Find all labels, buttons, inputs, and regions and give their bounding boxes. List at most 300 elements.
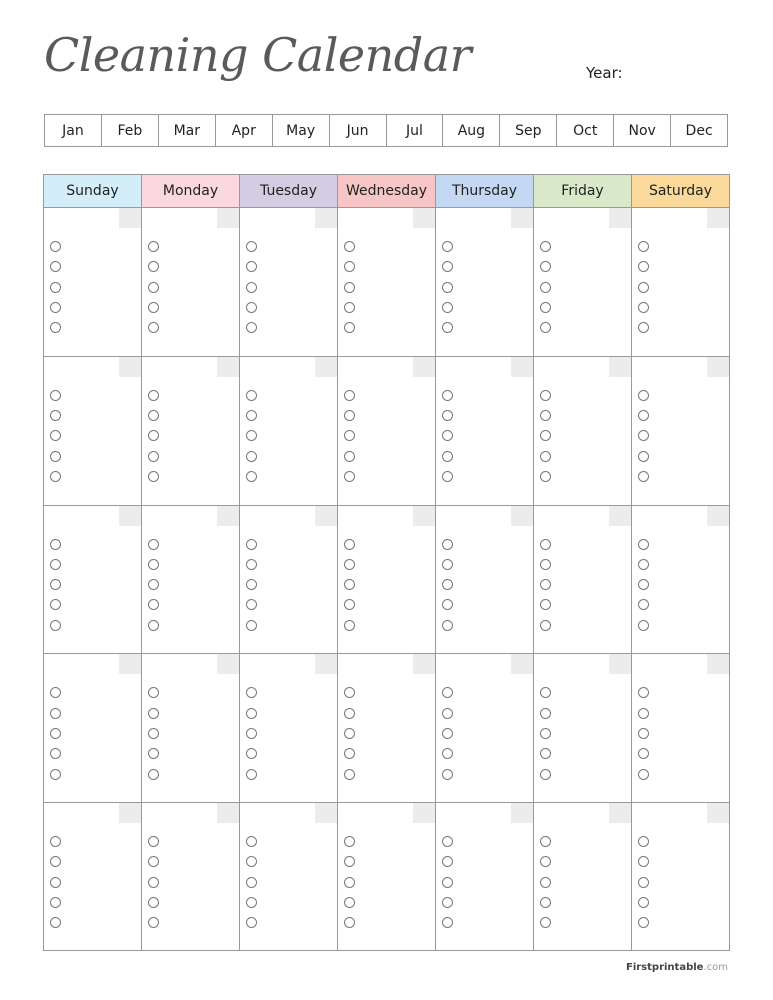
checklist xyxy=(638,687,649,779)
date-box[interactable] xyxy=(119,357,141,377)
task-checkbox[interactable] xyxy=(344,708,355,719)
date-box[interactable] xyxy=(707,357,729,377)
task-checkbox[interactable] xyxy=(442,856,453,867)
task-checkbox[interactable] xyxy=(50,728,61,739)
task-checkbox[interactable] xyxy=(638,261,649,272)
task-checkbox[interactable] xyxy=(246,856,257,867)
weeks-container xyxy=(44,208,729,951)
task-checkbox[interactable] xyxy=(50,559,61,570)
task-checkbox[interactable] xyxy=(50,877,61,888)
month-apr[interactable]: Apr xyxy=(216,115,273,146)
task-checkbox[interactable] xyxy=(540,836,551,847)
checklist xyxy=(148,539,159,631)
task-checkbox[interactable] xyxy=(638,917,649,928)
day-cell xyxy=(534,357,632,505)
day-cell xyxy=(240,803,338,951)
date-box[interactable] xyxy=(315,208,337,228)
task-checkbox[interactable] xyxy=(344,917,355,928)
date-box[interactable] xyxy=(217,506,239,526)
day-cell xyxy=(436,506,534,654)
date-box[interactable] xyxy=(119,803,141,823)
checklist xyxy=(638,539,649,631)
task-checkbox[interactable] xyxy=(344,620,355,631)
task-checkbox[interactable] xyxy=(540,748,551,759)
date-box[interactable] xyxy=(413,654,435,674)
week-row xyxy=(44,803,729,951)
month-nov[interactable]: Nov xyxy=(614,115,671,146)
task-checkbox[interactable] xyxy=(344,748,355,759)
task-checkbox[interactable] xyxy=(638,390,649,401)
task-checkbox[interactable] xyxy=(638,322,649,333)
date-box[interactable] xyxy=(511,654,533,674)
task-checkbox[interactable] xyxy=(638,539,649,550)
task-checkbox[interactable] xyxy=(540,917,551,928)
task-checkbox[interactable] xyxy=(638,687,649,698)
day-cell xyxy=(142,654,240,802)
task-checkbox[interactable] xyxy=(148,241,159,252)
task-checkbox[interactable] xyxy=(246,748,257,759)
task-checkbox[interactable] xyxy=(148,836,159,847)
day-header-wednesday: Wednesday xyxy=(338,175,436,207)
checklist xyxy=(246,539,257,631)
task-checkbox[interactable] xyxy=(50,708,61,719)
date-box[interactable] xyxy=(119,506,141,526)
task-checkbox[interactable] xyxy=(344,687,355,698)
checklist xyxy=(50,390,61,482)
task-checkbox[interactable] xyxy=(50,241,61,252)
date-box[interactable] xyxy=(707,208,729,228)
date-box[interactable] xyxy=(315,506,337,526)
task-checkbox[interactable] xyxy=(50,539,61,550)
date-box[interactable] xyxy=(511,506,533,526)
task-checkbox[interactable] xyxy=(442,282,453,293)
date-box[interactable] xyxy=(119,654,141,674)
task-checkbox[interactable] xyxy=(246,620,257,631)
task-checkbox[interactable] xyxy=(638,728,649,739)
task-checkbox[interactable] xyxy=(442,917,453,928)
day-cell xyxy=(338,803,436,951)
task-checkbox[interactable] xyxy=(638,579,649,590)
date-box[interactable] xyxy=(413,506,435,526)
task-checkbox[interactable] xyxy=(246,836,257,847)
task-checkbox[interactable] xyxy=(50,856,61,867)
task-checkbox[interactable] xyxy=(540,599,551,610)
checklist xyxy=(638,836,649,928)
task-checkbox[interactable] xyxy=(50,769,61,780)
checklist xyxy=(442,836,453,928)
task-checkbox[interactable] xyxy=(540,897,551,908)
task-checkbox[interactable] xyxy=(442,769,453,780)
task-checkbox[interactable] xyxy=(50,897,61,908)
task-checkbox[interactable] xyxy=(540,620,551,631)
checklist xyxy=(148,390,159,482)
footer-brand-name: Firstprintable xyxy=(625,962,704,973)
day-cell xyxy=(338,357,436,505)
task-checkbox[interactable] xyxy=(50,599,61,610)
date-box[interactable] xyxy=(217,803,239,823)
task-checkbox[interactable] xyxy=(148,728,159,739)
day-cell xyxy=(632,506,729,654)
task-checkbox[interactable] xyxy=(148,897,159,908)
task-checkbox[interactable] xyxy=(344,836,355,847)
task-checkbox[interactable] xyxy=(638,897,649,908)
day-cell xyxy=(44,803,142,951)
task-checkbox[interactable] xyxy=(638,748,649,759)
task-checkbox[interactable] xyxy=(442,708,453,719)
task-checkbox[interactable] xyxy=(540,579,551,590)
task-checkbox[interactable] xyxy=(442,471,453,482)
checklist xyxy=(540,836,551,928)
date-box[interactable] xyxy=(609,208,631,228)
date-box[interactable] xyxy=(119,208,141,228)
day-cell xyxy=(240,506,338,654)
task-checkbox[interactable] xyxy=(442,322,453,333)
date-box[interactable] xyxy=(609,357,631,377)
task-checkbox[interactable] xyxy=(344,302,355,313)
task-checkbox[interactable] xyxy=(246,261,257,272)
month-feb[interactable]: Feb xyxy=(102,115,159,146)
task-checkbox[interactable] xyxy=(246,410,257,421)
checklist xyxy=(344,687,355,779)
task-checkbox[interactable] xyxy=(442,430,453,441)
checklist xyxy=(344,241,355,333)
checklist xyxy=(442,539,453,631)
task-checkbox[interactable] xyxy=(148,877,159,888)
date-box[interactable] xyxy=(511,803,533,823)
task-checkbox[interactable] xyxy=(638,836,649,847)
day-header-saturday: Saturday xyxy=(632,175,729,207)
checklist xyxy=(344,539,355,631)
date-box[interactable] xyxy=(413,357,435,377)
day-cell xyxy=(240,357,338,505)
task-checkbox[interactable] xyxy=(246,302,257,313)
task-checkbox[interactable] xyxy=(344,430,355,441)
task-checkbox[interactable] xyxy=(540,282,551,293)
task-checkbox[interactable] xyxy=(246,430,257,441)
day-cell xyxy=(44,654,142,802)
task-checkbox[interactable] xyxy=(344,856,355,867)
task-checkbox[interactable] xyxy=(442,836,453,847)
task-checkbox[interactable] xyxy=(148,769,159,780)
task-checkbox[interactable] xyxy=(148,559,159,570)
day-header-tuesday: Tuesday xyxy=(240,175,338,207)
weekday-header xyxy=(44,175,729,208)
task-checkbox[interactable] xyxy=(344,559,355,570)
task-checkbox[interactable] xyxy=(638,769,649,780)
task-checkbox[interactable] xyxy=(638,282,649,293)
task-checkbox[interactable] xyxy=(50,282,61,293)
date-box[interactable] xyxy=(315,357,337,377)
task-checkbox[interactable] xyxy=(442,302,453,313)
checklist xyxy=(246,390,257,482)
date-box[interactable] xyxy=(413,208,435,228)
task-checkbox[interactable] xyxy=(344,390,355,401)
task-checkbox[interactable] xyxy=(344,877,355,888)
checklist xyxy=(442,390,453,482)
month-selector xyxy=(44,114,728,147)
task-checkbox[interactable] xyxy=(50,322,61,333)
day-cell xyxy=(632,357,729,505)
task-checkbox[interactable] xyxy=(540,559,551,570)
task-checkbox[interactable] xyxy=(638,708,649,719)
day-cell xyxy=(436,803,534,951)
month-aug[interactable]: Aug xyxy=(443,115,500,146)
task-checkbox[interactable] xyxy=(540,302,551,313)
task-checkbox[interactable] xyxy=(246,917,257,928)
task-checkbox[interactable] xyxy=(442,451,453,462)
task-checkbox[interactable] xyxy=(50,261,61,272)
task-checkbox[interactable] xyxy=(246,769,257,780)
day-cell xyxy=(240,654,338,802)
day-cell xyxy=(632,208,729,356)
date-box[interactable] xyxy=(217,357,239,377)
task-checkbox[interactable] xyxy=(540,410,551,421)
task-checkbox[interactable] xyxy=(442,410,453,421)
task-checkbox[interactable] xyxy=(148,322,159,333)
task-checkbox[interactable] xyxy=(148,856,159,867)
task-checkbox[interactable] xyxy=(246,471,257,482)
task-checkbox[interactable] xyxy=(246,539,257,550)
checklist xyxy=(540,539,551,631)
task-checkbox[interactable] xyxy=(442,261,453,272)
task-checkbox[interactable] xyxy=(540,769,551,780)
checklist xyxy=(148,241,159,333)
day-cell xyxy=(240,208,338,356)
checklist xyxy=(638,390,649,482)
task-checkbox[interactable] xyxy=(540,728,551,739)
task-checkbox[interactable] xyxy=(344,728,355,739)
task-checkbox[interactable] xyxy=(246,559,257,570)
month-sep[interactable]: Sep xyxy=(500,115,557,146)
task-checkbox[interactable] xyxy=(442,748,453,759)
task-checkbox[interactable] xyxy=(246,728,257,739)
task-checkbox[interactable] xyxy=(638,302,649,313)
date-box[interactable] xyxy=(315,654,337,674)
task-checkbox[interactable] xyxy=(442,687,453,698)
task-checkbox[interactable] xyxy=(246,241,257,252)
task-checkbox[interactable] xyxy=(638,471,649,482)
checklist xyxy=(540,687,551,779)
task-checkbox[interactable] xyxy=(540,322,551,333)
day-cell xyxy=(142,357,240,505)
day-header-sunday: Sunday xyxy=(44,175,142,207)
task-checkbox[interactable] xyxy=(246,390,257,401)
task-checkbox[interactable] xyxy=(148,579,159,590)
task-checkbox[interactable] xyxy=(246,322,257,333)
date-box[interactable] xyxy=(609,506,631,526)
task-checkbox[interactable] xyxy=(344,322,355,333)
month-may[interactable]: May xyxy=(273,115,330,146)
task-checkbox[interactable] xyxy=(148,687,159,698)
day-cell xyxy=(44,506,142,654)
task-checkbox[interactable] xyxy=(344,471,355,482)
task-checkbox[interactable] xyxy=(50,620,61,631)
day-cell xyxy=(436,208,534,356)
date-box[interactable] xyxy=(217,208,239,228)
task-checkbox[interactable] xyxy=(344,599,355,610)
task-checkbox[interactable] xyxy=(540,390,551,401)
day-cell xyxy=(142,803,240,951)
task-checkbox[interactable] xyxy=(344,539,355,550)
task-checkbox[interactable] xyxy=(540,539,551,550)
month-mar[interactable]: Mar xyxy=(159,115,216,146)
task-checkbox[interactable] xyxy=(50,471,61,482)
day-cell xyxy=(632,803,729,951)
task-checkbox[interactable] xyxy=(442,241,453,252)
task-checkbox[interactable] xyxy=(344,410,355,421)
day-cell xyxy=(44,208,142,356)
task-checkbox[interactable] xyxy=(246,897,257,908)
footer-brand xyxy=(626,962,728,973)
calendar-grid xyxy=(43,174,730,951)
month-jul[interactable]: Jul xyxy=(387,115,444,146)
task-checkbox[interactable] xyxy=(442,728,453,739)
month-oct[interactable]: Oct xyxy=(557,115,614,146)
task-checkbox[interactable] xyxy=(638,620,649,631)
task-checkbox[interactable] xyxy=(148,599,159,610)
task-checkbox[interactable] xyxy=(442,390,453,401)
task-checkbox[interactable] xyxy=(442,877,453,888)
task-checkbox[interactable] xyxy=(148,471,159,482)
task-checkbox[interactable] xyxy=(638,599,649,610)
task-checkbox[interactable] xyxy=(540,241,551,252)
task-checkbox[interactable] xyxy=(246,687,257,698)
date-box[interactable] xyxy=(609,803,631,823)
task-checkbox[interactable] xyxy=(246,579,257,590)
task-checkbox[interactable] xyxy=(50,410,61,421)
task-checkbox[interactable] xyxy=(50,579,61,590)
day-cell xyxy=(534,654,632,802)
task-checkbox[interactable] xyxy=(246,282,257,293)
week-row xyxy=(44,654,729,803)
task-checkbox[interactable] xyxy=(246,877,257,888)
task-checkbox[interactable] xyxy=(344,282,355,293)
task-checkbox[interactable] xyxy=(246,599,257,610)
task-checkbox[interactable] xyxy=(148,261,159,272)
task-checkbox[interactable] xyxy=(148,410,159,421)
task-checkbox[interactable] xyxy=(50,451,61,462)
week-row xyxy=(44,357,729,506)
task-checkbox[interactable] xyxy=(638,856,649,867)
task-checkbox[interactable] xyxy=(344,897,355,908)
task-checkbox[interactable] xyxy=(50,390,61,401)
date-box[interactable] xyxy=(511,357,533,377)
task-checkbox[interactable] xyxy=(442,559,453,570)
task-checkbox[interactable] xyxy=(50,917,61,928)
task-checkbox[interactable] xyxy=(50,687,61,698)
task-checkbox[interactable] xyxy=(638,559,649,570)
task-checkbox[interactable] xyxy=(442,897,453,908)
checklist xyxy=(148,687,159,779)
task-checkbox[interactable] xyxy=(148,708,159,719)
task-checkbox[interactable] xyxy=(148,430,159,441)
week-row xyxy=(44,506,729,655)
task-checkbox[interactable] xyxy=(148,282,159,293)
task-checkbox[interactable] xyxy=(148,539,159,550)
day-cell xyxy=(534,803,632,951)
date-box[interactable] xyxy=(217,654,239,674)
date-box[interactable] xyxy=(315,803,337,823)
day-cell xyxy=(534,208,632,356)
day-header-monday: Monday xyxy=(142,175,240,207)
task-checkbox[interactable] xyxy=(540,430,551,441)
task-checkbox[interactable] xyxy=(540,451,551,462)
day-cell xyxy=(632,654,729,802)
task-checkbox[interactable] xyxy=(50,748,61,759)
footer-domain: .com xyxy=(703,962,728,973)
checklist xyxy=(442,241,453,333)
task-checkbox[interactable] xyxy=(638,410,649,421)
checklist xyxy=(344,390,355,482)
day-cell xyxy=(338,654,436,802)
task-checkbox[interactable] xyxy=(442,620,453,631)
task-checkbox[interactable] xyxy=(148,451,159,462)
checklist xyxy=(540,390,551,482)
checklist xyxy=(246,241,257,333)
task-checkbox[interactable] xyxy=(540,856,551,867)
task-checkbox[interactable] xyxy=(50,836,61,847)
task-checkbox[interactable] xyxy=(442,599,453,610)
day-cell xyxy=(436,654,534,802)
task-checkbox[interactable] xyxy=(344,769,355,780)
task-checkbox[interactable] xyxy=(148,302,159,313)
date-box[interactable] xyxy=(609,654,631,674)
task-checkbox[interactable] xyxy=(148,748,159,759)
task-checkbox[interactable] xyxy=(540,708,551,719)
task-checkbox[interactable] xyxy=(344,451,355,462)
task-checkbox[interactable] xyxy=(50,430,61,441)
task-checkbox[interactable] xyxy=(148,390,159,401)
task-checkbox[interactable] xyxy=(540,261,551,272)
day-cell xyxy=(534,506,632,654)
checklist xyxy=(148,836,159,928)
checklist xyxy=(50,687,61,779)
date-box[interactable] xyxy=(707,506,729,526)
date-box[interactable] xyxy=(707,654,729,674)
month-dec[interactable]: Dec xyxy=(685,122,713,139)
task-checkbox[interactable] xyxy=(344,579,355,590)
month-jun[interactable]: Jun xyxy=(330,115,387,146)
task-checkbox[interactable] xyxy=(442,579,453,590)
day-cell xyxy=(44,357,142,505)
task-checkbox[interactable] xyxy=(246,708,257,719)
task-checkbox[interactable] xyxy=(638,241,649,252)
day-header-friday: Friday xyxy=(534,175,632,207)
task-checkbox[interactable] xyxy=(540,877,551,888)
task-checkbox[interactable] xyxy=(344,241,355,252)
task-checkbox[interactable] xyxy=(148,620,159,631)
month-jan[interactable]: Jan xyxy=(45,115,102,146)
date-box[interactable] xyxy=(413,803,435,823)
checklist xyxy=(638,241,649,333)
task-checkbox[interactable] xyxy=(148,917,159,928)
task-checkbox[interactable] xyxy=(638,877,649,888)
task-checkbox[interactable] xyxy=(50,302,61,313)
task-checkbox[interactable] xyxy=(540,687,551,698)
task-checkbox[interactable] xyxy=(442,539,453,550)
task-checkbox[interactable] xyxy=(638,430,649,441)
task-checkbox[interactable] xyxy=(246,451,257,462)
task-checkbox[interactable] xyxy=(638,451,649,462)
checklist xyxy=(246,687,257,779)
date-box[interactable] xyxy=(707,803,729,823)
date-box[interactable] xyxy=(511,208,533,228)
year-label: Year: xyxy=(586,64,623,82)
task-checkbox[interactable] xyxy=(540,471,551,482)
day-cell xyxy=(436,357,534,505)
checklist xyxy=(50,539,61,631)
task-checkbox[interactable] xyxy=(344,261,355,272)
